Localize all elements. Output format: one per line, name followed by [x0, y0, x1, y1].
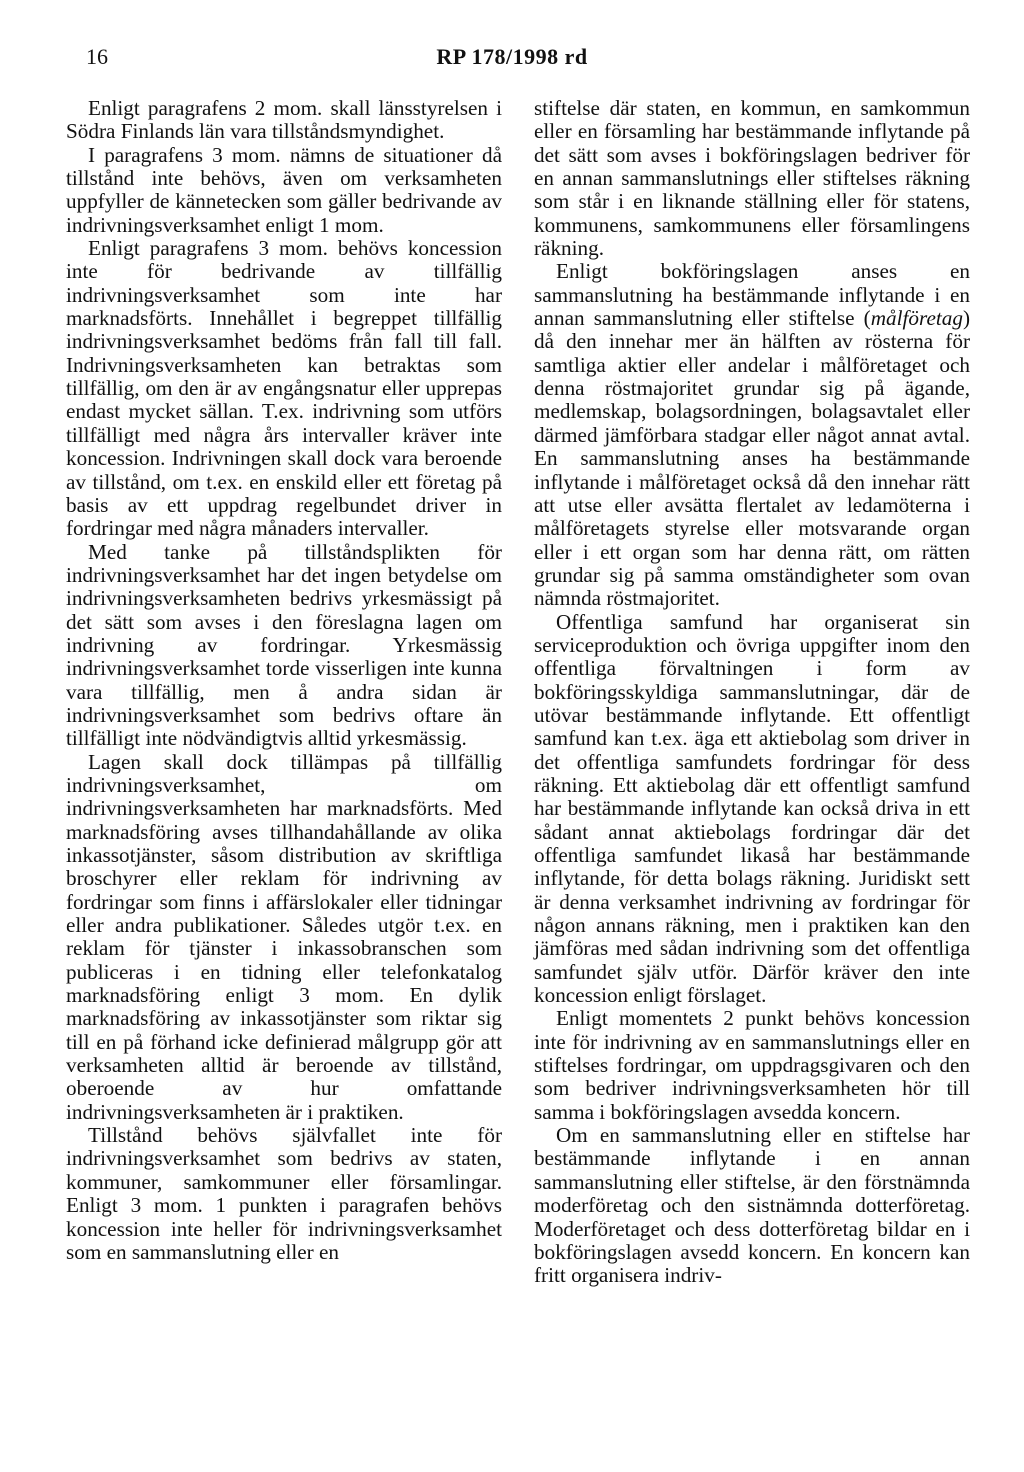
paragraph: I paragrafens 3 mom. nämns de situationer då tillstånd inte behövs, även om verksamheten uppfyller de kännetecken som gäller bedrivande av indrivningsverksamhet enligt 1 mom. — [66, 142, 502, 237]
page-header — [86, 44, 938, 80]
paragraph-malforetag — [534, 260, 970, 610]
paragraph: Tillstånd behövs självfallet inte för indrivningsverksamhet som bedrivs av staten, kommuner, samkommuner eller församlingar. Enligt 3 mom. 1 punkten i paragrafen behövs koncession inte heller för indrivningsverksamhet som en sammanslutning eller en — [66, 1123, 502, 1264]
page-number: 16 — [86, 44, 108, 69]
left-column — [66, 97, 502, 1264]
right-column — [534, 97, 970, 1288]
paragraph-text: Enligt bokföringslagen anses en sammanslutning ha bestämmande inflytande i en annan sammanslutning eller stiftelse ( — [534, 259, 970, 331]
paragraph: Enligt momentets 2 punkt behövs koncession inte för indrivning av en sammanslutnings eller en stiftelses fordringar, om uppdragsgivaren och den som bedriver indrivningsverksamheten hör till samma i bokföringslagen avsedda koncern. — [534, 1006, 970, 1124]
italic-term: målföretag — [870, 306, 963, 331]
document-reference: RP 178/1998 rd — [436, 44, 588, 69]
paragraph: Om en sammanslutning eller en stiftelse har bestämmande inflytande i en annan sammanslutning eller stiftelse, är den förstnämnda moderföretag och den sistnämnda dotterföretag. Moderföretaget och dess dotterföretag bildar en i bokföringslagen avsedd koncern. En koncern kan fritt organisera indriv- — [534, 1123, 970, 1288]
paragraph: Enligt paragrafens 2 mom. skall länsstyrelsen i Södra Finlands län vara tillståndsmyndighet. — [66, 96, 502, 144]
paragraph: Enligt paragrafens 3 mom. behövs koncession inte för bedrivande av tillfällig indrivningsverksamhet som inte har marknadsförts. Innehållet i begreppet tillfällig indrivningsverksamhet bedöms från fall till fall. Indrivningsverksamheten kan betraktas som tillfällig, om den är av engångsnatur eller upprepas endast mycket sällan. T.ex. indrivning som utförs tillfälligt med några års intervaller kräver inte koncession. Indrivningen skall dock vara beroende av tillstånd, om t.ex. en enskild eller ett företag på basis av ett uppdrag regelbundet driver in fordringar med några månaders intervaller. — [66, 236, 502, 541]
paragraph: Offentliga samfund har organiserat sin serviceproduktion och övriga uppgifter inom den offentliga förvaltningen i form av bokföringsskyldiga sammanslutningar, där de utövar bestämmande inflytande. Ett offentligt samfund kan t.ex. äga ett aktiebolag som driver in det offentliga samfundets fordringar för dess räkning. Ett aktiebolag där ett offentligt samfund har bestämmande inflytande kan också driva in ett sådant annat aktiebolags fordringar där det offentliga samfundet likaså har bestämmande inflytande, för detta bolags räkning. Juridiskt sett är denna verksamhet indrivning av fordringar för någon annans räkning, men i praktiken kan den jämföras med sådan indrivning som det offentliga samfundet själv utför. Därför kräver den inte koncession enligt förslaget. — [534, 609, 970, 1008]
paragraph-continued: stiftelse där staten, en kommun, en samkommun eller en församling har bestämmande inflytande på det sätt som avses i bokföringslagen bedriver för en annan sammanslutnings eller stiftelses räkning som står i en liknande ställning eller för statens, kommunens, samkommunens eller församlingens räkning. — [534, 96, 970, 261]
paragraph: Med tanke på tillståndsplikten för indrivningsverksamhet har det ingen betydelse om indrivningsverksamheten bedrivs yrkesmässigt på det sätt som avses i den föreslagna lagen om indrivning av fordringar. Yrkesmässig indrivningsverksamhet torde visserligen inte kunna vara tillfällig, men å andra sidan är indrivningsverksamhet som bedrivs oftare än tillfälligt inte nödvändigtvis alltid yrkesmässig. — [66, 539, 502, 751]
paragraph-text: ) då den innehar mer än hälften av rösterna för samtliga aktier eller andelar i målföretaget och denna röstmajoritet grundar sig på ägande, medlemskap, bolagsordningen, bolagsavtalet eller därmed jämförbara stadgar eller något annat avtal. En sammanslutning anses ha bestämmande inflytande i målföretaget också då den innehar rätt att utse eller avsätta flertalet av ledamöterna i målföretagets styrelse eller motsvarande organ eller i ett organ som har denna rätt, om rätten grundar sig på samma omständigheter som ovan nämnda röstmajoritet. — [534, 306, 970, 611]
paragraph: Lagen skall dock tillämpas på tillfällig indrivningsverksamhet, om indrivningsverksamheten har marknadsförts. Med marknadsföring avses tillhandahållande av olika inkassotjänster, såsom distribution av skriftliga broschyrer eller reklam för indrivning av fordringar som finns i affärslokaler eller tidningar eller andra publikationer. Således utgör t.ex. en reklam för tjänster i inkassobranschen som publiceras i en tidning eller telefonkatalog marknadsföring enligt 3 mom. En dylik marknadsföring av inkassotjänster som riktar sig till en på förhand icke definierad målgrupp gör att verksamheten alltid är beroende av tillstånd, oberoende av hur omfattande indrivningsverksamheten är i praktiken. — [66, 749, 502, 1124]
